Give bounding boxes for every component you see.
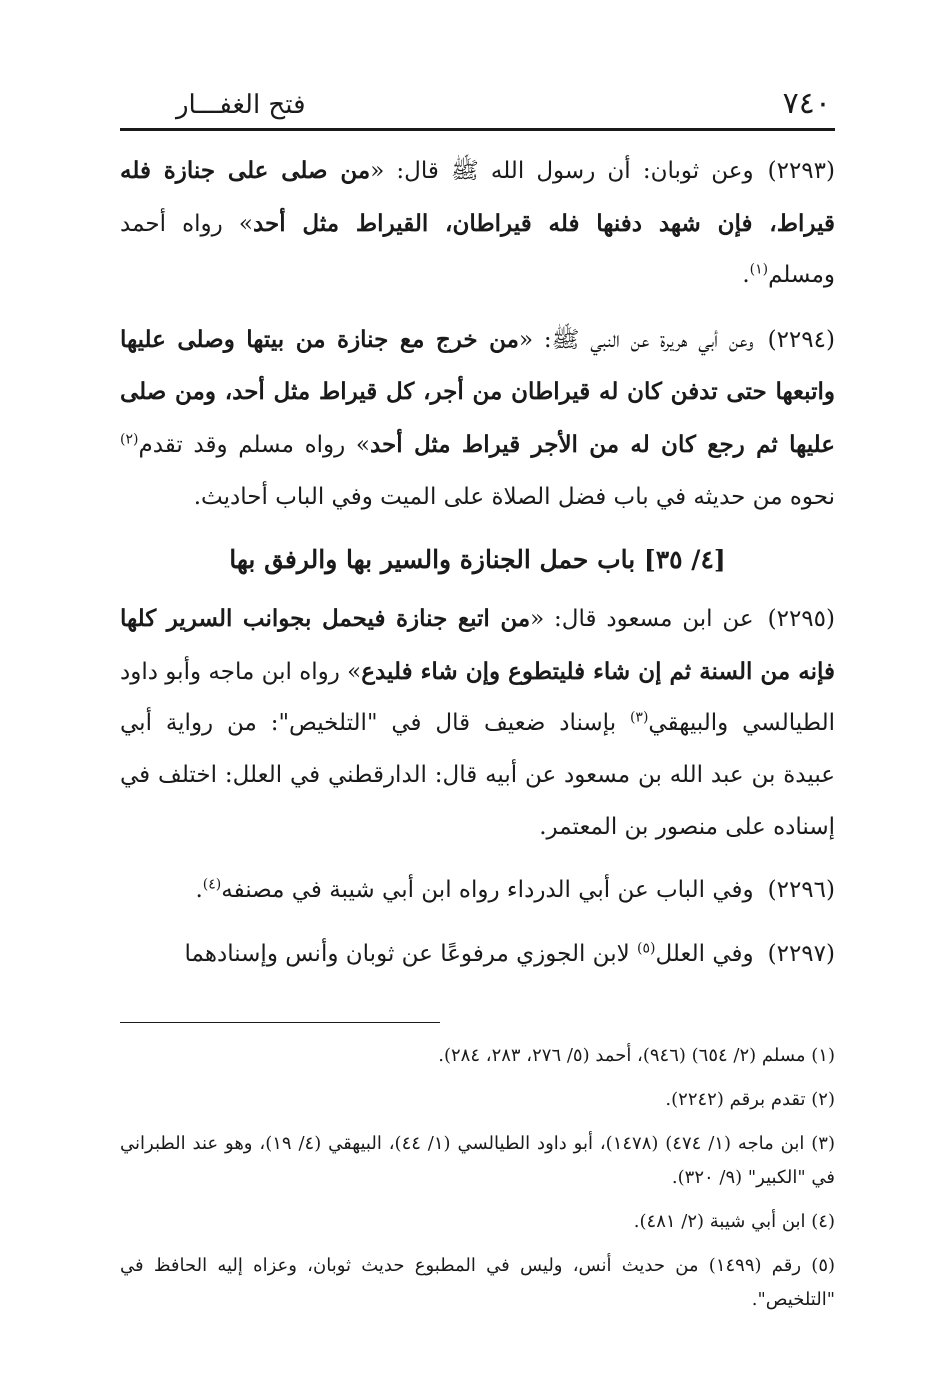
footnote-1: (١) مسلم (٢/ ٦٥٤) (٩٤٦)، أحمد (٥/ ٢٧٦، ٢٨٣، ٢٨٤). bbox=[438, 1045, 835, 1067]
hadith-2293 bbox=[120, 145, 835, 302]
footnote-ref: (٤) bbox=[202, 876, 222, 893]
hadith-number: (٢٢٩٦) bbox=[767, 877, 835, 904]
hadith-end: . bbox=[195, 877, 203, 904]
hadith-quote: من اتبع جنازة فيحمل بجوانب السرير كلها فإنه من السنة ثم إن شاء فليتطوع وإن شاء فليدع bbox=[120, 605, 835, 685]
hadith-end: نحوه من حديثه في باب فضل الصلاة على الميت وفي الباب أحاديث. bbox=[193, 483, 835, 510]
hadith-number: (٢٢٩٣) bbox=[767, 158, 835, 184]
hadith-intro: وعن أبي هريرة عن النبي ﷺ: « bbox=[518, 326, 754, 353]
hadith-intro: وعن ثوبان: أن رسول الله ﷺ قال: « bbox=[370, 158, 754, 184]
book-page bbox=[120, 82, 835, 1327]
hadith-end: لابن الجوزي مرفوعًا عن ثوبان وأنس وإسنادهما bbox=[184, 940, 638, 967]
hadith-number: (٢٢٩٥) bbox=[767, 606, 835, 633]
footnote-separator bbox=[120, 1022, 440, 1023]
hadith-intro: وفي العلل bbox=[655, 940, 754, 967]
main-text bbox=[120, 145, 835, 980]
hadith-number: (٢٢٩٧) bbox=[767, 940, 835, 967]
footnote-3: (٣) ابن ماجه (١/ ٤٧٤) (١٤٧٨)، أبو داود الطيالسي (١/ ٤٤)، البيهقي (٤/ ١٩)، وهو عند الطبراني في "الكبير" (٩/ ٣٢٠). bbox=[120, 1133, 835, 1189]
footnote-5: (٥) رقم (١٤٩٩) من حديث أنس، وليس في المطبوع حديث ثوبان، وعزاه إليه الحافظ في "التلخيص". bbox=[120, 1255, 836, 1311]
chapter-heading: [٤/ ٣٥] باب حمل الجنازة والسير بها والرفق بها bbox=[229, 545, 726, 575]
hadith-2295 bbox=[120, 593, 835, 853]
footnote-4: (٤) ابن أبي شيبة (٢/ ٤٨١). bbox=[633, 1211, 835, 1233]
footnotes bbox=[120, 1039, 835, 1317]
footnote-ref: (١) bbox=[749, 261, 769, 278]
footnote-ref: (٥) bbox=[637, 940, 656, 957]
footnote-2: (٢) تقدم برقم (٢٢٤٢). bbox=[665, 1089, 835, 1111]
hadith-intro: عن ابن مسعود قال: « bbox=[530, 606, 754, 633]
footnote-ref: (٢) bbox=[120, 431, 139, 448]
hadith-2297 bbox=[120, 929, 835, 981]
hadith-outro: » رواه أحمد ومسلم bbox=[120, 210, 835, 289]
hadith-outro: » رواه ابن ماجه وأبو داود الطيالسي والبيهقي bbox=[120, 658, 835, 737]
hadith-quote: من خرج مع جنازة من بيتها وصلى عليها واتبعها حتى تدفن كان له قيراطان من أجر، كل قيراط مثل أحد، ومن صلى عليها ثم رجع كان له من الأجر قيراط مثل أحد bbox=[120, 325, 835, 458]
hadith-end: بإسناد ضعيف قال في "التلخيص": من رواية أبي عبيدة بن عبد الله بن مسعود عن أبيه قال: الدارقطني في العلل: اختلف في إسناده على منصور بن المعتمر. bbox=[120, 710, 835, 840]
page-header bbox=[120, 82, 835, 131]
hadith-intro: وفي الباب عن أبي الدرداء رواه ابن أبي شيبة في مصنفه bbox=[221, 877, 754, 904]
hadith-2296 bbox=[120, 865, 835, 917]
hadith-end: . bbox=[742, 262, 750, 289]
hadith-quote: من صلى على جنازة فله قيراط، فإن شهد دفنها فله قيراطان، القيراط مثل أحد bbox=[120, 157, 835, 237]
hadith-number: (٢٢٩٤) bbox=[767, 326, 835, 353]
running-title: فتح الغفـــار bbox=[176, 90, 306, 120]
page-number: ٧٤٠ bbox=[782, 86, 831, 121]
footnote-ref: (٣) bbox=[629, 709, 649, 726]
hadith-outro: » رواه مسلم وقد تقدم bbox=[138, 431, 370, 458]
hadith-2294 bbox=[120, 314, 835, 523]
